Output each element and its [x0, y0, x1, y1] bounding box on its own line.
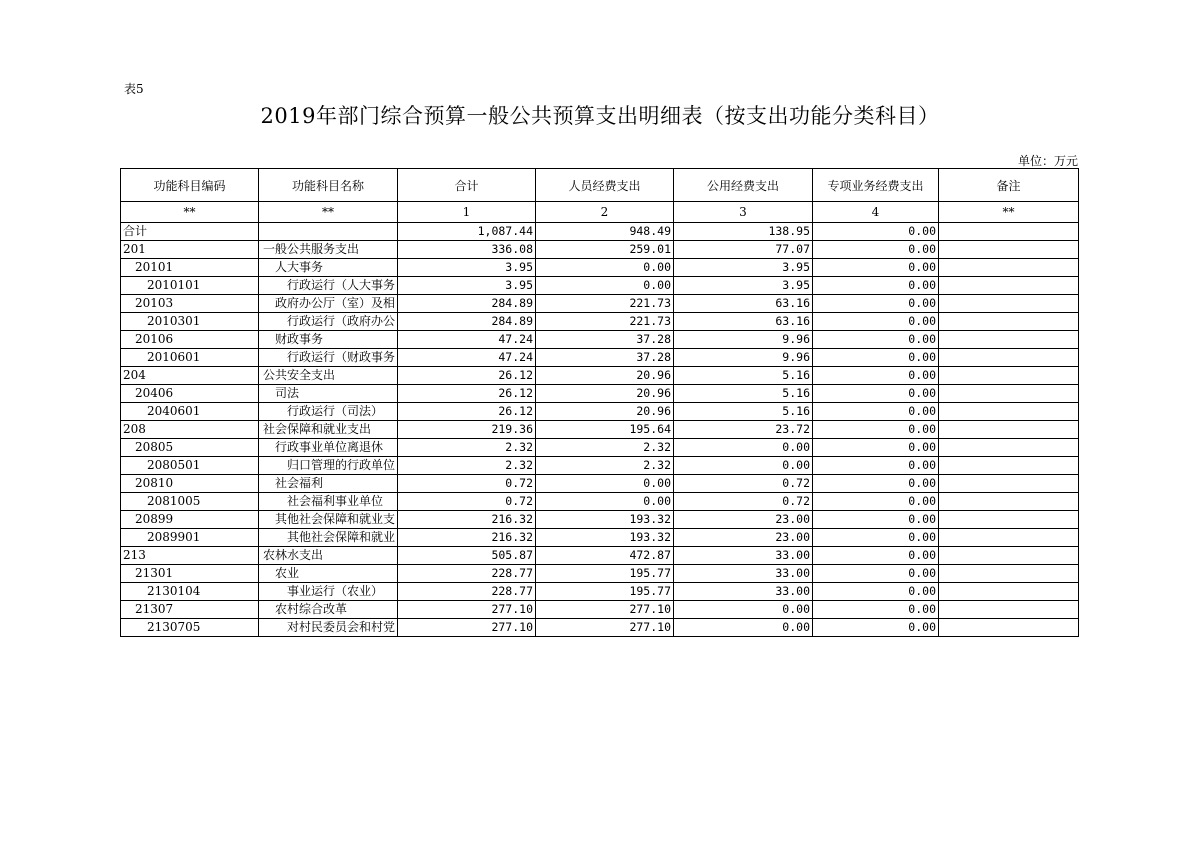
- total-cell: 284.89: [398, 295, 536, 313]
- personnel-cell: 259.01: [536, 241, 674, 259]
- personnel-cell: 277.10: [536, 619, 674, 637]
- note-cell: [939, 601, 1079, 619]
- function-name-cell: 农村综合改革: [259, 601, 398, 619]
- function-code-cell: 2010601: [121, 349, 259, 367]
- total-cell: 228.77: [398, 583, 536, 601]
- function-name-cell: 行政运行（司法）: [259, 403, 398, 421]
- special-expense-cell: 0.00: [813, 259, 939, 277]
- personnel-cell: 0.00: [536, 493, 674, 511]
- personnel-cell: 193.32: [536, 511, 674, 529]
- personnel-cell: 20.96: [536, 385, 674, 403]
- header-row: [121, 169, 1079, 202]
- table-label: 表5: [124, 82, 144, 96]
- special-expense-cell: 0.00: [813, 367, 939, 385]
- note-cell: [939, 313, 1079, 331]
- column-header: 备注: [939, 169, 1079, 202]
- index-row: [121, 202, 1079, 223]
- personnel-cell: 193.32: [536, 529, 674, 547]
- function-name-cell: 行政运行（财政事务: [259, 349, 398, 367]
- function-name-cell: 司法: [259, 385, 398, 403]
- special-expense-cell: 0.00: [813, 421, 939, 439]
- public-expense-cell: 9.96: [674, 331, 813, 349]
- special-expense-cell: 0.00: [813, 313, 939, 331]
- function-code-cell: 2080501: [121, 457, 259, 475]
- note-cell: [939, 277, 1079, 295]
- note-cell: [939, 241, 1079, 259]
- note-cell: [939, 439, 1079, 457]
- function-code-cell: 21301: [121, 565, 259, 583]
- personnel-cell: 221.73: [536, 295, 674, 313]
- special-expense-cell: 0.00: [813, 583, 939, 601]
- special-expense-cell: 0.00: [813, 475, 939, 493]
- table-row: [121, 547, 1079, 565]
- note-cell: [939, 385, 1079, 403]
- function-code-cell: 213: [121, 547, 259, 565]
- total-cell: 228.77: [398, 565, 536, 583]
- public-expense-cell: 138.95: [674, 223, 813, 241]
- total-cell: 26.12: [398, 385, 536, 403]
- function-name-cell: 社会福利事业单位: [259, 493, 398, 511]
- public-expense-cell: 23.00: [674, 529, 813, 547]
- public-expense-cell: 5.16: [674, 403, 813, 421]
- public-expense-cell: 0.00: [674, 619, 813, 637]
- function-code-cell: 208: [121, 421, 259, 439]
- index-cell: 1: [398, 202, 536, 223]
- public-expense-cell: 9.96: [674, 349, 813, 367]
- note-cell: [939, 511, 1079, 529]
- total-cell: 284.89: [398, 313, 536, 331]
- function-name-cell: [259, 223, 398, 241]
- column-header: 公用经费支出: [674, 169, 813, 202]
- function-code-cell: 2040601: [121, 403, 259, 421]
- function-code-cell: 2130705: [121, 619, 259, 637]
- function-name-cell: 人大事务: [259, 259, 398, 277]
- index-cell: **: [121, 202, 259, 223]
- function-name-cell: 农林水支出: [259, 547, 398, 565]
- note-cell: [939, 259, 1079, 277]
- function-code-cell: 2081005: [121, 493, 259, 511]
- index-cell: 4: [813, 202, 939, 223]
- public-expense-cell: 3.95: [674, 259, 813, 277]
- unit-label: 单位：万元: [1017, 154, 1078, 168]
- function-code-cell: 204: [121, 367, 259, 385]
- total-cell: 26.12: [398, 403, 536, 421]
- function-name-cell: 行政运行（政府办公: [259, 313, 398, 331]
- total-cell: 1,087.44: [398, 223, 536, 241]
- table-row: [121, 295, 1079, 313]
- function-name-cell: 公共安全支出: [259, 367, 398, 385]
- function-name-cell: 其他社会保障和就业支: [259, 511, 398, 529]
- special-expense-cell: 0.00: [813, 439, 939, 457]
- table-row: [121, 583, 1079, 601]
- function-code-cell: 21307: [121, 601, 259, 619]
- personnel-cell: 0.00: [536, 277, 674, 295]
- function-name-cell: 社会保障和就业支出: [259, 421, 398, 439]
- function-name-cell: 其他社会保障和就业: [259, 529, 398, 547]
- table-row: [121, 529, 1079, 547]
- function-code-cell: 20406: [121, 385, 259, 403]
- table-row: [121, 367, 1079, 385]
- total-cell: 0.72: [398, 493, 536, 511]
- special-expense-cell: 0.00: [813, 619, 939, 637]
- function-name-cell: 财政事务: [259, 331, 398, 349]
- public-expense-cell: 5.16: [674, 385, 813, 403]
- total-cell: 216.32: [398, 511, 536, 529]
- function-code-cell: 20103: [121, 295, 259, 313]
- index-cell: **: [939, 202, 1079, 223]
- total-cell: 3.95: [398, 277, 536, 295]
- special-expense-cell: 0.00: [813, 511, 939, 529]
- personnel-cell: 0.00: [536, 475, 674, 493]
- special-expense-cell: 0.00: [813, 241, 939, 259]
- note-cell: [939, 619, 1079, 637]
- special-expense-cell: 0.00: [813, 331, 939, 349]
- public-expense-cell: 33.00: [674, 565, 813, 583]
- special-expense-cell: 0.00: [813, 565, 939, 583]
- note-cell: [939, 223, 1079, 241]
- function-name-cell: 行政事业单位离退休: [259, 439, 398, 457]
- table-row: [121, 403, 1079, 421]
- table-row: [121, 385, 1079, 403]
- index-cell: 3: [674, 202, 813, 223]
- table-row: [121, 241, 1079, 259]
- personnel-cell: 472.87: [536, 547, 674, 565]
- personnel-cell: 195.77: [536, 565, 674, 583]
- function-code-cell: 20810: [121, 475, 259, 493]
- special-expense-cell: 0.00: [813, 277, 939, 295]
- personnel-cell: 37.28: [536, 331, 674, 349]
- table-row: [121, 277, 1079, 295]
- function-name-cell: 归口管理的行政单位: [259, 457, 398, 475]
- table-row: [121, 421, 1079, 439]
- total-cell: 2.32: [398, 439, 536, 457]
- note-cell: [939, 583, 1079, 601]
- personnel-cell: 221.73: [536, 313, 674, 331]
- note-cell: [939, 493, 1079, 511]
- note-cell: [939, 331, 1079, 349]
- function-code-cell: 2130104: [121, 583, 259, 601]
- function-name-cell: 对村民委员会和村党: [259, 619, 398, 637]
- public-expense-cell: 5.16: [674, 367, 813, 385]
- page-title: 2019年部门综合预算一般公共预算支出明细表（按支出功能分类科目）: [260, 104, 940, 128]
- table-row: [121, 457, 1079, 475]
- public-expense-cell: 63.16: [674, 313, 813, 331]
- table-row: [121, 493, 1079, 511]
- total-cell: 336.08: [398, 241, 536, 259]
- personnel-cell: 195.64: [536, 421, 674, 439]
- public-expense-cell: 33.00: [674, 583, 813, 601]
- budget-table: [120, 168, 1079, 637]
- note-cell: [939, 547, 1079, 565]
- public-expense-cell: 23.00: [674, 511, 813, 529]
- personnel-cell: 20.96: [536, 403, 674, 421]
- column-header: 专项业务经费支出: [813, 169, 939, 202]
- public-expense-cell: 0.72: [674, 475, 813, 493]
- total-cell: 2.32: [398, 457, 536, 475]
- table-row: [121, 475, 1079, 493]
- special-expense-cell: 0.00: [813, 493, 939, 511]
- table-row: [121, 601, 1079, 619]
- note-cell: [939, 565, 1079, 583]
- table-body: [121, 223, 1079, 637]
- personnel-cell: 20.96: [536, 367, 674, 385]
- total-cell: 219.36: [398, 421, 536, 439]
- total-cell: 26.12: [398, 367, 536, 385]
- column-header: 人员经费支出: [536, 169, 674, 202]
- column-header: 功能科目名称: [259, 169, 398, 202]
- function-name-cell: 农业: [259, 565, 398, 583]
- special-expense-cell: 0.00: [813, 601, 939, 619]
- special-expense-cell: 0.00: [813, 529, 939, 547]
- note-cell: [939, 367, 1079, 385]
- function-name-cell: 行政运行（人大事务: [259, 277, 398, 295]
- total-cell: 0.72: [398, 475, 536, 493]
- function-code-cell: 20106: [121, 331, 259, 349]
- column-header: 功能科目编码: [121, 169, 259, 202]
- table-row: [121, 619, 1079, 637]
- function-code-cell: 2089901: [121, 529, 259, 547]
- special-expense-cell: 0.00: [813, 403, 939, 421]
- function-code-cell: 2010101: [121, 277, 259, 295]
- function-name-cell: 政府办公厅（室）及相: [259, 295, 398, 313]
- total-cell: 216.32: [398, 529, 536, 547]
- personnel-cell: 948.49: [536, 223, 674, 241]
- special-expense-cell: 0.00: [813, 223, 939, 241]
- public-expense-cell: 0.00: [674, 601, 813, 619]
- table-row: [121, 349, 1079, 367]
- special-expense-cell: 0.00: [813, 385, 939, 403]
- public-expense-cell: 3.95: [674, 277, 813, 295]
- function-code-cell: 2010301: [121, 313, 259, 331]
- index-cell: **: [259, 202, 398, 223]
- public-expense-cell: 33.00: [674, 547, 813, 565]
- function-code-cell: 合计: [121, 223, 259, 241]
- total-cell: 47.24: [398, 349, 536, 367]
- personnel-cell: 37.28: [536, 349, 674, 367]
- public-expense-cell: 77.07: [674, 241, 813, 259]
- function-code-cell: 201: [121, 241, 259, 259]
- note-cell: [939, 349, 1079, 367]
- note-cell: [939, 529, 1079, 547]
- table-row: [121, 439, 1079, 457]
- table-row: [121, 259, 1079, 277]
- personnel-cell: 2.32: [536, 457, 674, 475]
- public-expense-cell: 0.00: [674, 457, 813, 475]
- total-cell: 505.87: [398, 547, 536, 565]
- function-name-cell: 一般公共服务支出: [259, 241, 398, 259]
- note-cell: [939, 403, 1079, 421]
- special-expense-cell: 0.00: [813, 547, 939, 565]
- public-expense-cell: 23.72: [674, 421, 813, 439]
- function-code-cell: 20899: [121, 511, 259, 529]
- special-expense-cell: 0.00: [813, 457, 939, 475]
- index-cell: 2: [536, 202, 674, 223]
- note-cell: [939, 457, 1079, 475]
- table-row: [121, 223, 1079, 241]
- special-expense-cell: 0.00: [813, 295, 939, 313]
- note-cell: [939, 421, 1079, 439]
- note-cell: [939, 475, 1079, 493]
- special-expense-cell: 0.00: [813, 349, 939, 367]
- personnel-cell: 195.77: [536, 583, 674, 601]
- function-name-cell: 社会福利: [259, 475, 398, 493]
- total-cell: 47.24: [398, 331, 536, 349]
- column-header: 合计: [398, 169, 536, 202]
- table-row: [121, 313, 1079, 331]
- personnel-cell: 2.32: [536, 439, 674, 457]
- public-expense-cell: 0.72: [674, 493, 813, 511]
- public-expense-cell: 63.16: [674, 295, 813, 313]
- total-cell: 277.10: [398, 601, 536, 619]
- personnel-cell: 0.00: [536, 259, 674, 277]
- total-cell: 277.10: [398, 619, 536, 637]
- function-code-cell: 20101: [121, 259, 259, 277]
- note-cell: [939, 295, 1079, 313]
- function-code-cell: 20805: [121, 439, 259, 457]
- function-name-cell: 事业运行（农业）: [259, 583, 398, 601]
- table-row: [121, 511, 1079, 529]
- table-row: [121, 331, 1079, 349]
- table-row: [121, 565, 1079, 583]
- total-cell: 3.95: [398, 259, 536, 277]
- public-expense-cell: 0.00: [674, 439, 813, 457]
- personnel-cell: 277.10: [536, 601, 674, 619]
